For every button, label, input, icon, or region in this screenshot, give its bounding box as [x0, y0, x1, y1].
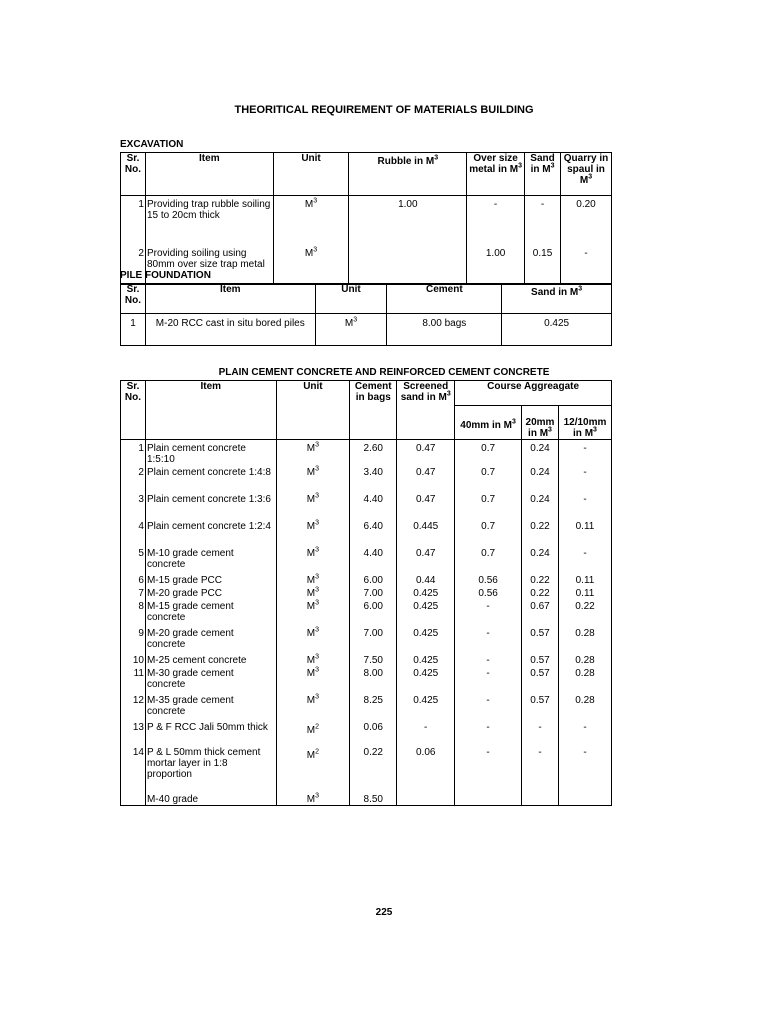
table-cell: M-30 grade cement concrete: [145, 668, 276, 695]
table-cell: 2.60: [350, 440, 397, 467]
col-quarry: Quarry in spaul in $M^3$: [561, 153, 612, 196]
table-cell: M-15 grade cement concrete: [145, 601, 276, 628]
table-cell: M-20 RCC cast in situ bored piles: [145, 314, 315, 346]
col-20mm: 20mm in $M^3$: [522, 406, 559, 440]
table-cell: 0.47: [397, 548, 455, 575]
col-rubble: Rubble in $M^3$: [349, 153, 467, 196]
table-cell: 0.24: [522, 548, 559, 575]
col-unit: Unit: [315, 284, 387, 314]
table-cell: 1: [121, 314, 146, 346]
excavation-table: [120, 152, 612, 285]
table-cell: 0.445: [397, 521, 455, 548]
table-row: [121, 695, 612, 722]
table-cell: 0.57: [522, 668, 559, 695]
table-row: [121, 196, 612, 248]
table-cell: 6.40: [350, 521, 397, 548]
col-cement: Cement: [387, 284, 502, 314]
table-row: [121, 668, 612, 695]
table-row: [121, 655, 612, 668]
table-cell: $M^3$: [276, 601, 350, 628]
table-cell: $M^3$: [276, 494, 350, 521]
table-cell: $M^3$: [276, 467, 350, 494]
table-cell: -: [522, 747, 559, 790]
table-cell: 0.06: [350, 722, 397, 747]
table-cell: -: [561, 248, 612, 285]
table-cell: P & F RCC Jali 50mm thick: [145, 722, 276, 747]
table-cell: [397, 790, 455, 806]
table-cell: [349, 248, 467, 285]
table-cell: 7.00: [350, 588, 397, 601]
table-cell: 0.57: [522, 628, 559, 655]
table-cell: 4: [121, 521, 146, 548]
table-cell: 4.40: [350, 494, 397, 521]
table-cell: Plain cement concrete 1:5:10: [145, 440, 276, 467]
table-cell: $M^3$: [276, 521, 350, 548]
table-cell: P & L 50mm thick cement mortar layer in 1:8 proportion: [145, 747, 276, 790]
table-cell: 0.28: [558, 628, 611, 655]
table-cell: $M^3$: [273, 196, 349, 248]
pile-heading: PILE FOUNDATION: [120, 270, 211, 281]
table-cell: M-15 grade PCC: [145, 575, 276, 588]
table-cell: 0.28: [558, 668, 611, 695]
table-cell: 7.50: [350, 655, 397, 668]
table-row: [121, 314, 612, 346]
table-cell: 14: [121, 747, 146, 790]
table-row: [121, 440, 612, 467]
table-cell: $M^3$: [276, 695, 350, 722]
table-cell: 0.24: [522, 494, 559, 521]
table-cell: $M^3$: [276, 668, 350, 695]
pcc-table: [120, 380, 612, 806]
table-cell: 0.425: [502, 314, 612, 346]
table-cell: -: [455, 747, 522, 790]
table-cell: 0.425: [397, 655, 455, 668]
table-cell: 0.56: [455, 575, 522, 588]
table-cell: 0.22: [522, 588, 559, 601]
table-cell: 0.67: [522, 601, 559, 628]
col-sand: Sand in $M^3$: [525, 153, 561, 196]
table-cell: 0.7: [455, 494, 522, 521]
table-row: [121, 575, 612, 588]
table-cell: 0.28: [558, 655, 611, 668]
table-cell: 6.00: [350, 575, 397, 588]
table-cell: -: [558, 440, 611, 467]
table-cell: -: [455, 668, 522, 695]
table-cell: -: [455, 628, 522, 655]
table-cell: 6.00: [350, 601, 397, 628]
table-cell: [455, 790, 522, 806]
table-cell: M-10 grade cement concrete: [145, 548, 276, 575]
table-cell: Plain cement concrete 1:3:6: [145, 494, 276, 521]
table-cell: 0.7: [455, 521, 522, 548]
table-cell: -: [525, 196, 561, 248]
table-cell: -: [467, 196, 525, 248]
col-sr: Sr. No.: [121, 381, 146, 440]
table-cell: 0.11: [558, 521, 611, 548]
table-cell: [522, 790, 559, 806]
table-cell: 1.00: [349, 196, 467, 248]
page-title: THEORITICAL REQUIREMENT OF MATERIALS BUILDING: [234, 104, 534, 116]
table-cell: 4.40: [350, 548, 397, 575]
table-cell: 10: [121, 655, 146, 668]
table-cell: Plain cement concrete 1:2:4: [145, 521, 276, 548]
table-cell: [121, 790, 146, 806]
table-row: [121, 790, 612, 806]
table-cell: 0.24: [522, 440, 559, 467]
table-cell: 0.7: [455, 440, 522, 467]
col-12mm: 12/10mm in $M^3$: [558, 406, 611, 440]
table-cell: 0.425: [397, 588, 455, 601]
table-cell: 8: [121, 601, 146, 628]
table-cell: 9: [121, 628, 146, 655]
table-cell: Providing trap rubble soiling 15 to 20cm thick: [145, 196, 273, 248]
col-unit: Unit: [273, 153, 349, 196]
table-cell: -: [455, 601, 522, 628]
table-cell: 0.06: [397, 747, 455, 790]
table-cell: $M^3$: [276, 440, 350, 467]
table-cell: -: [455, 655, 522, 668]
table-cell: -: [455, 722, 522, 747]
table-cell: [558, 790, 611, 806]
col-sand: Screened sand in $M^3$: [397, 381, 455, 440]
table-cell: M-25 cement concrete: [145, 655, 276, 668]
table-header-row: [121, 381, 612, 406]
table-cell: -: [522, 722, 559, 747]
table-row: [121, 467, 612, 494]
col-cement: Cement in bags: [350, 381, 397, 440]
table-cell: M-40 grade: [145, 790, 276, 806]
table-row: [121, 494, 612, 521]
table-cell: 0.15: [525, 248, 561, 285]
table-cell: 0.425: [397, 601, 455, 628]
table-cell: 0.7: [455, 548, 522, 575]
table-cell: 1: [121, 196, 146, 248]
table-header-row: [121, 153, 612, 196]
table-cell: Providing soiling using 80mm over size trap metal: [145, 248, 273, 285]
excavation-heading: EXCAVATION: [120, 139, 184, 150]
table-cell: 0.57: [522, 695, 559, 722]
table-cell: 0.56: [455, 588, 522, 601]
table-cell: 0.22: [350, 747, 397, 790]
table-cell: M-20 grade PCC: [145, 588, 276, 601]
table-cell: -: [558, 494, 611, 521]
table-cell: 0.22: [522, 521, 559, 548]
col-oversize: Over size metal in $M^3$: [467, 153, 525, 196]
table-cell: 2: [121, 248, 146, 285]
page-number: 225: [375, 907, 393, 918]
table-cell: $M^3$: [276, 575, 350, 588]
table-cell: 1: [121, 440, 146, 467]
table-cell: 1.00: [467, 248, 525, 285]
table-cell: 3: [121, 494, 146, 521]
col-aggregate: Course Aggreagate: [455, 381, 612, 406]
table-cell: 7.00: [350, 628, 397, 655]
col-item: Item: [145, 284, 315, 314]
table-header-row: [121, 284, 612, 314]
col-sr: Sr. No.: [121, 153, 146, 196]
table-row: [121, 747, 612, 790]
table-cell: 0.47: [397, 440, 455, 467]
table-cell: Plain cement concrete 1:4:8: [145, 467, 276, 494]
table-row: [121, 628, 612, 655]
table-cell: 8.00: [350, 668, 397, 695]
table-row: [121, 601, 612, 628]
table-cell: $M^3$: [315, 314, 387, 346]
col-item: Item: [145, 381, 276, 440]
table-cell: 0.44: [397, 575, 455, 588]
table-cell: 0.425: [397, 628, 455, 655]
table-cell: 0.11: [558, 575, 611, 588]
table-cell: 0.28: [558, 695, 611, 722]
table-cell: -: [455, 695, 522, 722]
table-row: [121, 722, 612, 747]
table-cell: 8.00 bags: [387, 314, 502, 346]
table-cell: $M^3$: [276, 548, 350, 575]
table-cell: $M^3$: [276, 588, 350, 601]
table-cell: 0.425: [397, 695, 455, 722]
table-row: [121, 548, 612, 575]
table-cell: -: [558, 548, 611, 575]
table-cell: 12: [121, 695, 146, 722]
table-cell: 11: [121, 668, 146, 695]
table-cell: 0.22: [522, 575, 559, 588]
col-unit: Unit: [276, 381, 350, 440]
table-cell: $M^2$: [276, 722, 350, 747]
table-cell: 6: [121, 575, 146, 588]
table-row: [121, 521, 612, 548]
table-cell: $M^3$: [276, 790, 350, 806]
table-cell: $M^3$: [273, 248, 349, 285]
table-cell: M-20 grade cement concrete: [145, 628, 276, 655]
table-row: [121, 588, 612, 601]
table-cell: $M^3$: [276, 655, 350, 668]
table-cell: 0.22: [558, 601, 611, 628]
table-cell: 0.47: [397, 494, 455, 521]
col-40mm: 40mm in $M^3$: [455, 406, 522, 440]
table-cell: $M^3$: [276, 628, 350, 655]
table-cell: 0.7: [455, 467, 522, 494]
table-cell: -: [397, 722, 455, 747]
table-cell: 5: [121, 548, 146, 575]
table-cell: 8.25: [350, 695, 397, 722]
table-cell: 2: [121, 467, 146, 494]
table-cell: -: [558, 722, 611, 747]
pile-table: [120, 283, 612, 346]
table-cell: $M^2$: [276, 747, 350, 790]
table-cell: 0.57: [522, 655, 559, 668]
table-cell: 0.11: [558, 588, 611, 601]
col-item: Item: [145, 153, 273, 196]
pcc-heading: PLAIN CEMENT CONCRETE AND REINFORCED CEMENT CONCRETE: [218, 367, 550, 378]
table-cell: 0.20: [561, 196, 612, 248]
table-cell: 7: [121, 588, 146, 601]
table-cell: -: [558, 467, 611, 494]
table-cell: M-35 grade cement concrete: [145, 695, 276, 722]
col-sand: Sand in $M^3$: [502, 284, 612, 314]
table-cell: 3.40: [350, 467, 397, 494]
table-cell: 8.50: [350, 790, 397, 806]
table-cell: 0.47: [397, 467, 455, 494]
table-cell: 13: [121, 722, 146, 747]
table-cell: 0.425: [397, 668, 455, 695]
table-cell: -: [558, 747, 611, 790]
table-cell: 0.24: [522, 467, 559, 494]
col-sr: Sr. No.: [121, 284, 146, 314]
